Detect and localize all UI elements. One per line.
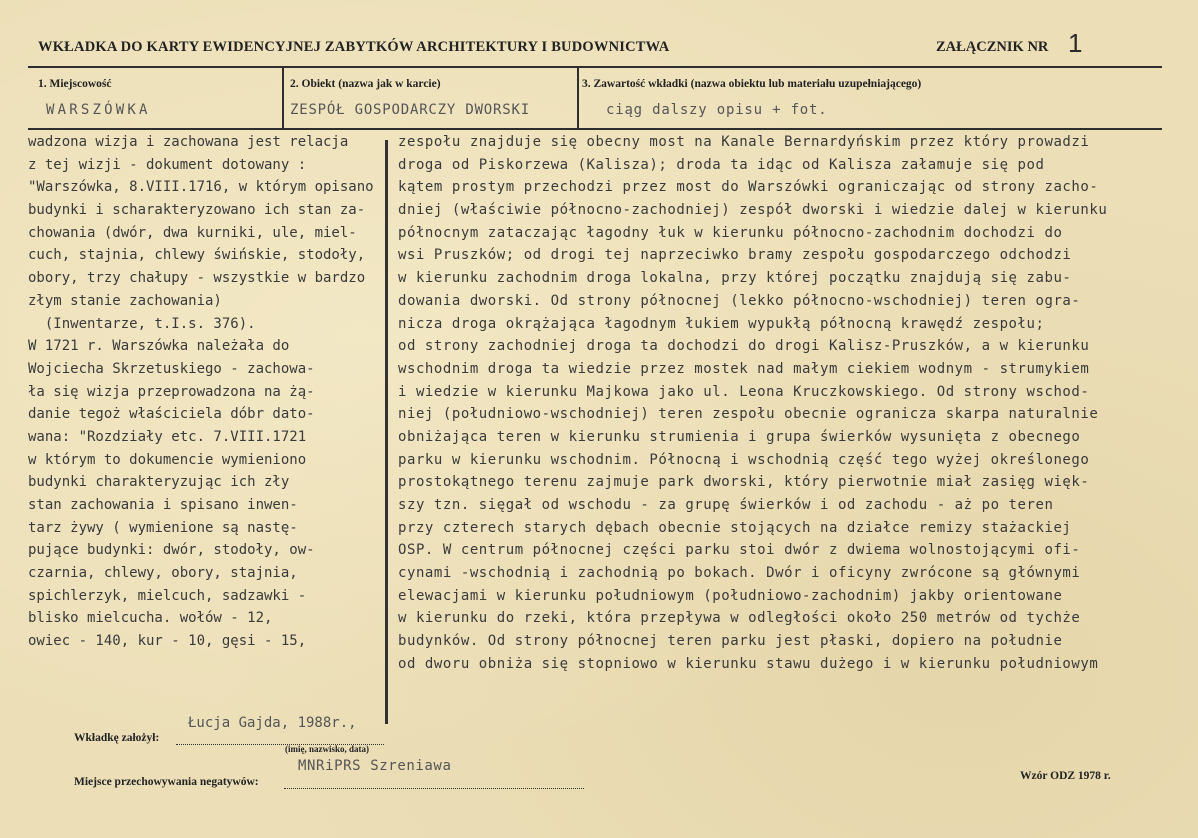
text-line: od dworu obniża się stopniowo w kierunku stawu dużego i w kierunku południowym xyxy=(398,655,1099,672)
attachment-label: ZAŁĄCZNIK NR xyxy=(936,39,1049,55)
text-line: budynki charakteryzując ich zły xyxy=(28,474,290,491)
text-line: spichlerzyk, mielcuch, sadzawki - xyxy=(28,587,307,604)
text-line: przy czterech starych dębach obecnie stojących na działce remizy stażackiej xyxy=(398,519,1072,536)
text-line: obniżająca teren w kierunku strumienia i grupa świerków wysunięta z obecnego xyxy=(398,428,1081,445)
installed-by-value: Łucja Gajda, 1988r., xyxy=(188,715,357,731)
text-line: w kierunku do rzeki, która przepływa w odległości około 250 metrów od tychże xyxy=(398,610,1081,627)
field-divider-1 xyxy=(282,68,284,128)
text-line: dowania dworski. Od strony północnej (lekko północno-wschodniej) teren ogra- xyxy=(398,292,1081,309)
left-column-text xyxy=(28,131,378,653)
content-label: 3. Zawartość wkładki (nazwa obiektu lub materiału uzupełniającego) xyxy=(582,78,922,90)
object-value: ZESPÓŁ GOSPODARCZY DWORSKI xyxy=(290,102,530,118)
attachment-number: 1 xyxy=(1068,28,1083,58)
right-column-text xyxy=(398,131,1190,676)
text-line: Wojciecha Skrzetuskiego - zachowa- xyxy=(28,360,315,377)
text-line: tarz żywy ( wymienione są nastę- xyxy=(28,519,298,536)
locality-label: 1. Miejscowość xyxy=(38,78,112,90)
text-line: pujące budynki: dwór, stodoły, ow- xyxy=(28,542,315,559)
installed-by-label: Wkładkę założył: xyxy=(74,732,160,744)
text-line: z tej wizji - dokument dotowany : xyxy=(28,156,307,173)
text-line: OSP. W centrum północnej części parku stoi dwór z dwiema wolnostojącymi ofi- xyxy=(398,542,1081,559)
text-line: cuch, stajnia, chlewy świńskie, stodoły, xyxy=(28,247,366,264)
text-line: danie tegoż właściciela dóbr dato- xyxy=(28,406,315,423)
text-line: blisko mielcucha. wołów - 12, xyxy=(28,610,273,627)
text-line: "Warszówka, 8.VIII.1716, w którym opisano xyxy=(28,179,374,196)
negatives-value: MNRiPRS Szreniawa xyxy=(298,758,452,774)
locality-value: WARSZÓWKA xyxy=(46,102,151,118)
text-line: nicza droga okrążająca łagodnym łukiem wypukłą północną krawędź zespołu; xyxy=(398,315,1045,332)
text-line: budynków. Od strony północnej teren parku jest płaski, dopiero na południe xyxy=(398,633,1063,650)
negatives-label: Miejsce przechowywania negatywów: xyxy=(74,776,259,788)
form-version: Wzór ODZ 1978 r. xyxy=(1020,770,1111,782)
text-line: (Inwentarze, t.I.s. 376). xyxy=(28,315,256,332)
text-line: cynami -wschodnią i zachodnią po bokach. Dwór i oficyny zwrócone są głównymi xyxy=(398,565,1081,582)
text-line: owiec - 140, kur - 10, gęsi - 15, xyxy=(28,633,307,650)
text-line: wsi Pruszków; od drogi tej naprzeciwko bramy zespołu gospodarczego odchodzi xyxy=(398,247,1072,264)
text-line: parku w kierunku wschodnim. Północną i wschodnią część tego wyżej określonego xyxy=(398,451,1090,468)
text-line: W 1721 r. Warszówka należała do xyxy=(28,338,290,355)
text-line: budynki i scharakteryzowano ich stan za- xyxy=(28,202,366,219)
text-line: północnym zataczając łagodny łuk w kierunku północno-zachodnim dochodzi do xyxy=(398,224,1063,241)
text-line: w którym to dokumencie wymieniono xyxy=(28,451,307,468)
text-line: złym stanie zachowania) xyxy=(28,292,222,309)
text-line: w kierunku zachodnim droga lokalna, przy której początku znajdują się zabu- xyxy=(398,270,1072,287)
installed-by-hint: (imię, nazwisko, data) xyxy=(285,744,369,754)
text-line: ła się wizja przeprowadzona na żą- xyxy=(28,383,315,400)
text-line: obory, trzy chałupy - wszystkie w bardzo xyxy=(28,270,366,287)
text-line: wschodnim droga ta wiedzie przez mostek nad małym ciekiem wodnym - strumykiem xyxy=(398,360,1090,377)
header-rule xyxy=(28,66,1162,68)
field-divider-2 xyxy=(577,68,579,128)
object-label: 2. Obiekt (nazwa jak w karcie) xyxy=(290,78,441,90)
fields-rule xyxy=(28,128,1162,130)
text-line: droga od Piskorzewa (Kalisza); droda ta idąc od Kalisza załamuje się pod xyxy=(398,156,1045,173)
text-line: od strony zachodniej droga ta dochodzi do drogi Kalisz-Pruszków, a w kierunku xyxy=(398,338,1090,355)
text-line: chowania (dwór, dwa kurniki, ule, miel- xyxy=(28,224,357,241)
text-line: czarnia, chlewy, obory, stajnia, xyxy=(28,565,298,582)
text-line: stan zachowania i spisano inwen- xyxy=(28,497,298,513)
text-line: elewacjami w kierunku południowym (południowo-zachodnim) jakby orientowane xyxy=(398,587,1063,604)
negatives-line xyxy=(284,788,584,789)
text-line: prostokątnego terenu zajmuje park dworski, który pierwotnie miał zasięg więk- xyxy=(398,474,1090,491)
text-line: zespołu znajduje się obecny most na Kanale Bernardyńskim przez który prowadzi xyxy=(398,134,1090,150)
text-line: wana: "Rozdziały etc. 7.VIII.1721 xyxy=(28,428,307,445)
text-line: niej (południowo-wschodniej) teren zespołu obecnie ogranicza skarpa naturalnie xyxy=(398,406,1099,423)
column-divider xyxy=(385,140,388,724)
text-line: wadzona wizja i zachowana jest relacja xyxy=(28,134,349,150)
text-line: i wiedzie w kierunku Majkowa jako ul. Leona Kruczkowskiego. Od strony wschod- xyxy=(398,383,1090,400)
text-line: kątem prostym przechodzi przez most do Warszówki ograniczając od strony zacho- xyxy=(398,179,1099,196)
card-title: WKŁADKA DO KARTY EWIDENCYJNEJ ZABYTKÓW ARCHITEKTURY I BUDOWNICTWA xyxy=(38,39,670,55)
content-value: ciąg dalszy opisu + fot. xyxy=(606,102,828,118)
text-line: dniej (właściwie północno-zachodniej) zespół dworski i wiedzie dalej w kierunku xyxy=(398,202,1108,219)
text-line: szy tzn. sięgał od wschodu - za grupę świerków i od zachodu - aż po teren xyxy=(398,497,1054,513)
